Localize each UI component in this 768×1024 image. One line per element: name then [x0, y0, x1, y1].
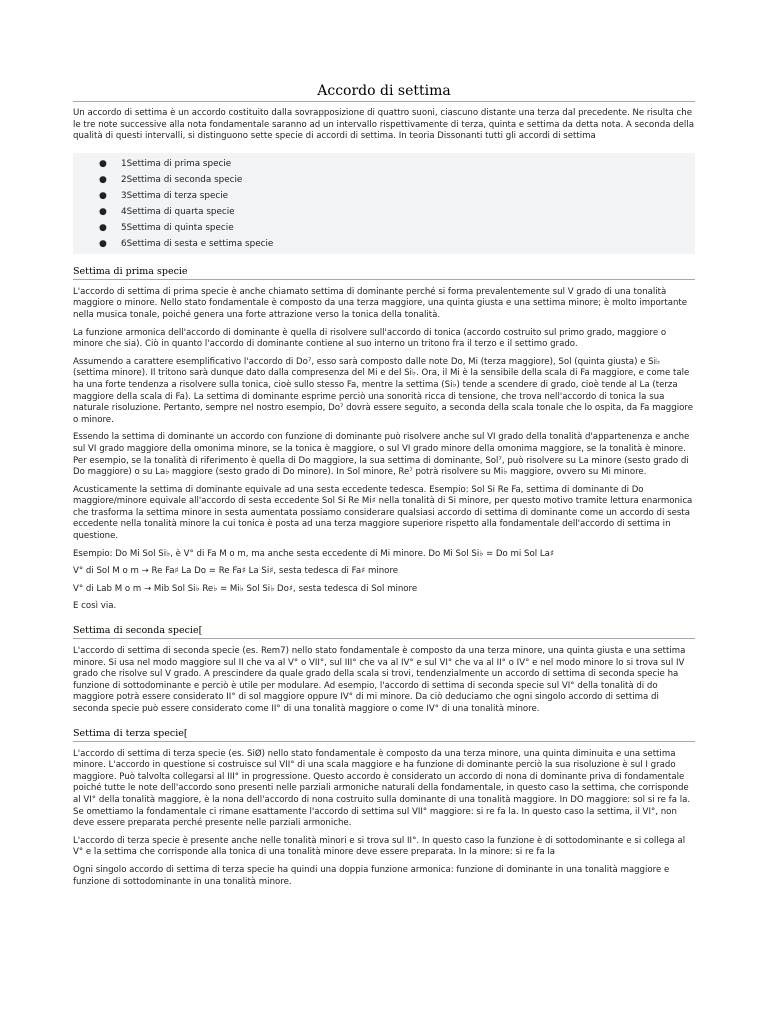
intro-paragraph: Un accordo di settima è un accordo costituito dalla sovrapposizione di quattro suoni, ciascuno distante una terza dal precedente. Ne risulta che le tre note successive alla nota fondamentale saranno ad un intervallo rispettivamente di terza, quinta e settima da detta nota. A seconda della qualità di questi intervalli, si distinguono sette specie di accordi di settima. In teoria Dissonanti tutti gli accordi di settima [73, 108, 694, 142]
toc-list [99, 156, 695, 252]
paragraph: V° di Lab M o m → Mib Sol Si♭ Re♭ = Mi♭ Sol Si♭ Do♯, sesta tedesca di Sol minore [73, 583, 418, 594]
paragraph: Assumendo a carattere esemplificativo l'accordo di Do⁷, esso sarà composto dalle note Do, Mi (terza maggiore), Sol (quinta giusta) e Si♭ (settima minore). Il tritono sarà dunque dato dalla compresenza del Mi e del Si♭. Ora, il Mi è la sensibile della scala di Fa maggiore, e come tale ha una forte tendenza a risolvere sulla tonica, cioè sullo stesso Fa, mentre la settima (Si♭) tende a scendere di grado, cioè tende al La (terza maggiore della scala di Fa). La settima di dominante esprime perciò una sonorità ricca di tensione, che trova nell'accordo di tonica la sua naturale risoluzione. Pertanto, sempre nel nostro esempio, Do⁷ dovrà essere seguito, a seconda della scala tonale che lo ospita, da Fa maggiore o minore. [73, 356, 693, 425]
bullet-icon: ● [99, 174, 107, 185]
bullet-icon: ● [99, 158, 107, 169]
paragraph: Esempio: Do Mi Sol Si♭, è V° di Fa M o m, ma anche sesta eccedente di Mi minore. Do Mi Sol Si♭ = Do mi Sol La♯ [73, 548, 555, 559]
paragraph: L'accordo di settima di seconda specie (es. Rem7) nello stato fondamentale è composto da una terza minore, una quinta giusta e una settima minore. Si usa nel modo maggiore sul II che va al V° o VII°, sul III° che va al IV° e sul VI° che va al II° o IV° e nel modo minore lo si trova sul IV grado che risolve sul V grado. A prescindere da quale grado della scala si trovi, tendenzialmente un accordo di settima di seconda specie ha funzione di sottodominante e perciò è utile per modulare. Ad esempio, l'accordo di settima di seconda specie sul VI° della tonalità di do maggiore potrà essere considerato II° di sol maggiore oppure IV° di mi minore. Da ciò deduciamo che ogni singolo accordo di settima di seconda specie può essere considerato come II° di una tonalità maggiore o come IV° di una tonalità minore. [73, 646, 686, 714]
toc-item-label: 5Settima di quinta specie [121, 222, 234, 233]
section-heading: Settima di prima specie [73, 265, 188, 277]
table-of-contents [73, 153, 695, 254]
section-divider [73, 741, 695, 742]
bullet-icon: ● [99, 206, 107, 217]
paragraph: V° di Sol M o m → Re Fa♯ La Do = Re Fa♯ La Si♯, sesta tedesca di Fa♯ minore [73, 566, 399, 577]
bullet-icon: ● [99, 190, 107, 201]
toc-item[interactable] [99, 204, 695, 220]
page-title: Accordo di settima [317, 83, 451, 99]
article [73, 83, 695, 894]
paragraph: L'accordo di settima di terza specie (es. SiØ) nello stato fondamentale è composto da una terza minore, una quinta diminuita e una settima minore. L'accordo in questione si costruisce sul VII° di una scala maggiore e ha funzione di dominante perciò la sua risoluzione è sul I grado maggiore. Può talvolta collegarsi al III° in progressione. Questo accordo è considerato un accordo di nona di dominante priva di fondamentale poiché tutte le note dell'accordo sono presenti nelle parziali armoniche naturali della fondamentale, in questo caso la settima, che corrisponde al VI° della tonalità maggiore, è la nona dell'accordo di nona costruito sulla dominante di una tonalità maggiore. In DO maggiore: sol si re fa la. Se omettiamo la fondamentale ci rimane esattamente l'accordo di settima sul VII° maggiore: si re fa la. In questo caso la settima, il VI°, non deve essere preparata perché presente nelle parziali armoniche. [73, 748, 691, 829]
toc-item-label: 3Settima di terza specie [121, 190, 229, 201]
toc-item[interactable] [99, 220, 695, 236]
toc-item[interactable] [99, 156, 695, 172]
toc-item[interactable] [99, 172, 695, 188]
paragraph: L'accordo di terza specie è presente anche nelle tonalità minori e si trova sul II°. In questo caso la funzione è di sottodominante e si collega al V° e la settima che corrisponde alla tonica di una tonalità minore deve essere preparata. In la minore: si re fa la [73, 835, 686, 858]
toc-item[interactable] [99, 188, 695, 204]
section-heading: Settima di terza specie[ [73, 727, 188, 739]
section-divider [73, 279, 695, 280]
bullet-icon: ● [99, 238, 107, 249]
paragraph: E così via. [73, 601, 117, 612]
paragraph: Ogni singolo accordo di settima di terza specie ha quindi una doppia funzione armonica: funzione di dominante in una tonalità maggiore e funzione di sottodominante in una tonalità minore. [73, 864, 670, 887]
toc-item-label: 2Settima di seconda specie [121, 174, 243, 185]
bullet-icon: ● [99, 222, 107, 233]
toc-item-label: 4Settima di quarta specie [121, 206, 235, 217]
paragraph: Essendo la settima di dominante un accordo con funzione di dominante può risolvere anche sul VI grado della tonalità d'appartenenza e anche sul VI grado maggiore della omonima minore, se la tonica è maggiore, o sul VI grado minore della omonima maggiore, se la tonalità è minore. Per esempio, se la tonalità di riferimento è quella di Do maggiore, la sua settima di dominante, Sol⁷, può risolvere su La minore (sesto grado di Do maggiore) o su La♭ maggiore (sesto grado di Do minore). In Sol minore, Re⁷ potrà risolvere su Mi♭ maggiore, ovvero su Mi minore. [73, 432, 690, 478]
paragraph: L'accordo di settima di prima specie è anche chiamato settima di dominante perché si forma prevalentemente sul V grado di una tonalità maggiore o minore. Nello stato fondamentale è composto da una terza maggiore, una quinta giusta e una settima minore; è molto importante nella musica tonale, poiché genera una forte attrazione verso la tonica della tonalità. [73, 286, 688, 320]
toc-item[interactable] [99, 236, 695, 252]
toc-item-label: 1Settima di prima specie [121, 158, 232, 169]
section-heading: Settima di seconda specie[ [73, 625, 203, 637]
paragraph: La funzione armonica dell'accordo di dominante è quella di risolvere sull'accordo di tonica (accordo costruito sul primo grado, maggiore o minore che sia). Ciò in quanto l'accordo di dominante contiene al suo interno un tritono fra il terzo e il settimo grado. [73, 327, 667, 350]
toc-item-label: 6Settima di sesta e settima specie [121, 238, 274, 249]
section-divider [73, 638, 695, 639]
paragraph: Acusticamente la settima di dominante equivale ad una sesta eccedente tedesca. Esempio: Sol Si Re Fa, settima di dominante di Do maggiore/minore equivale all'accordo di sesta eccedente Sol Si Re Mi♯ nella tonalità di Si minore, per questo motivo tramite lettura enarmonica che trasforma la settima minore in sesta aumentata possiamo considerare qualsiasi accordo di settima di dominante come un accordo di sesta eccedente nella tonalità minore la cui tonica è posta ad una terza maggiore superiore rispetto alla fondamentale dell'accordo di settima in questione. [73, 484, 693, 542]
title-divider [73, 101, 695, 102]
